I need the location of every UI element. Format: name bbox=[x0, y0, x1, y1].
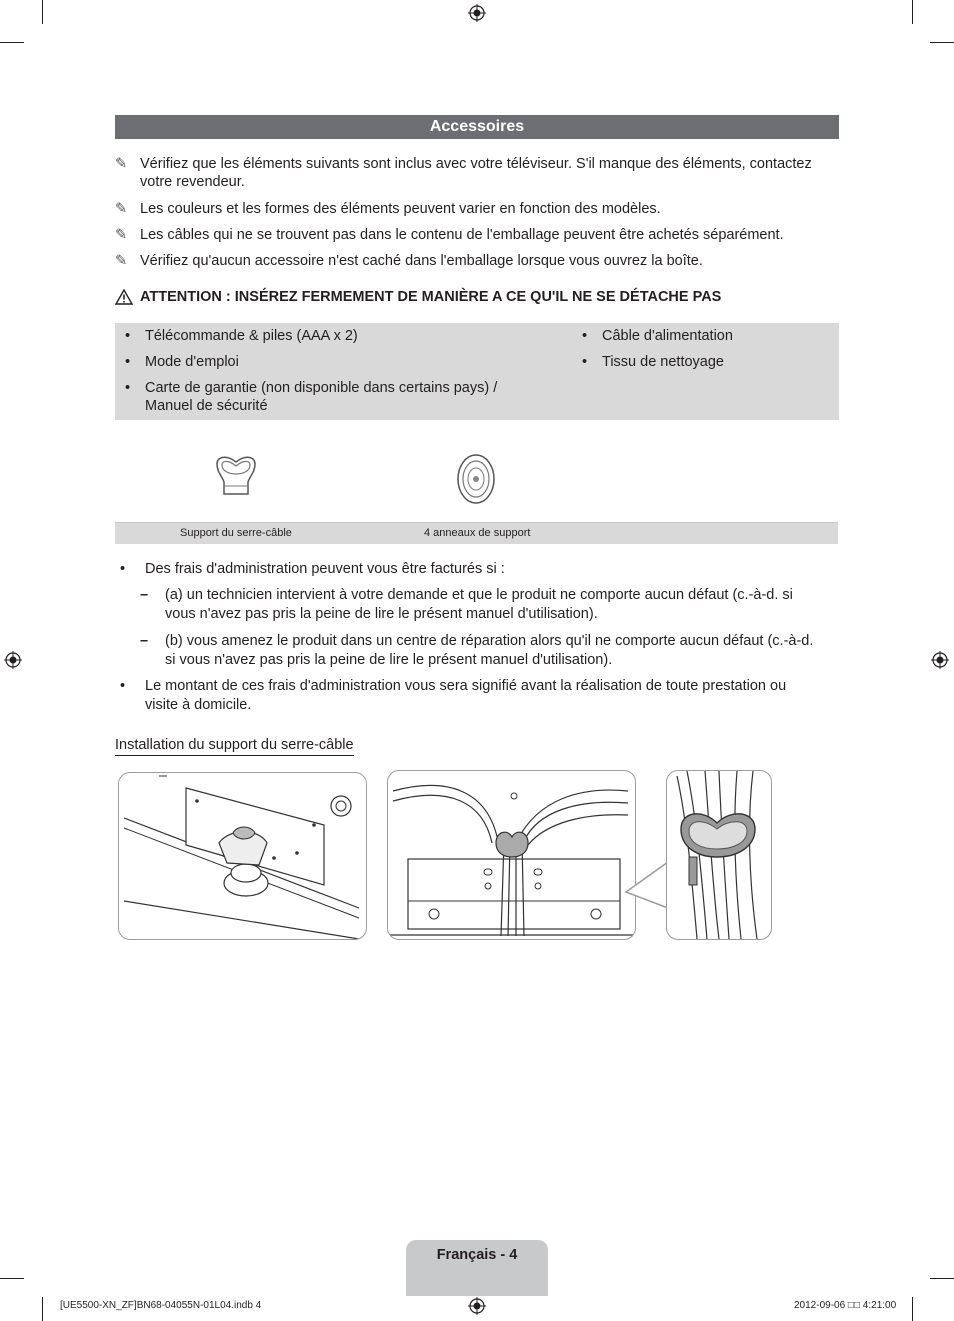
crop-mark bbox=[42, 0, 43, 24]
crop-mark bbox=[42, 1297, 43, 1321]
pencil-note-icon: ✎ bbox=[115, 227, 128, 243]
list-item: • Tissu de nettoyage bbox=[582, 354, 724, 370]
page-label: Français - 4 bbox=[436, 1247, 518, 1263]
list-item: • Mode d'emploi bbox=[125, 354, 239, 370]
pencil-note-icon: ✎ bbox=[115, 201, 128, 217]
accessories-list bbox=[115, 323, 839, 420]
page-number-tab bbox=[406, 1240, 548, 1296]
note-item: ✎ Vérifiez que les éléments suivants sont inclus avec votre téléviseur. S'il manque des éléments, contactez votre revendeur. bbox=[115, 156, 812, 190]
installation-figure-detail bbox=[666, 770, 772, 940]
crop-mark bbox=[930, 42, 954, 43]
fees-case-a: – (a) un technicien intervient à votre demande et que le produit ne comporte aucun défaut (c.-à-d. si vous n'avez pas pris la peine de lire le présent manuel d'utilisation). bbox=[140, 587, 793, 622]
registration-mark-icon bbox=[468, 4, 486, 22]
footer-file-info: [UE5500-XN_ZF]BN68-04055N-01L04.indb 4 bbox=[60, 1300, 262, 1311]
list-item: • Télécommande & piles (AAA x 2) bbox=[125, 328, 358, 344]
registration-mark-icon bbox=[931, 651, 949, 669]
cable-holder-illustration bbox=[212, 452, 260, 500]
footer-timestamp: 2012-09-06 □□ 4:21:00 bbox=[794, 1300, 897, 1311]
attention-warning: ATTENTION : INSÉREZ FERMEMENT DE MANIÈRE A CE QU'IL NE SE DÉTACHE PAS bbox=[115, 288, 835, 306]
crop-mark bbox=[930, 1278, 954, 1279]
pencil-note-icon: ✎ bbox=[115, 156, 128, 172]
list-item: • Câble d'alimentation bbox=[582, 328, 733, 344]
fees-amount: • Le montant de ces frais d'administration vous sera signifié avant la réalisation de toute prestation ou visite à domicile. bbox=[120, 678, 787, 713]
crop-mark bbox=[912, 0, 913, 24]
crop-mark bbox=[0, 42, 24, 43]
fees-intro: • Des frais d'administration peuvent vous être facturés si : bbox=[120, 561, 505, 577]
list-item: • Carte de garantie (non disponible dans certains pays) / Manuel de sécurité bbox=[125, 380, 498, 414]
holder-ring-illustration bbox=[455, 453, 497, 505]
fees-case-b: – (b) vous amenez le produit dans un centre de réparation alors qu'il ne comporte aucun défaut (c.-à-d. si vous n'avez pas pris la peine de lire le présent manuel d'utilisation). bbox=[140, 633, 814, 668]
section-title: Accessoires bbox=[115, 115, 839, 139]
warning-triangle-icon bbox=[115, 289, 133, 305]
installation-subheading: Installation du support du serre-câble bbox=[115, 736, 354, 756]
note-item: ✎ Les couleurs et les formes des éléments peuvent varier en fonction des modèles. bbox=[115, 201, 661, 217]
registration-mark-icon bbox=[4, 651, 22, 669]
installation-figure-rear bbox=[387, 770, 636, 940]
accessories-captions bbox=[115, 522, 838, 544]
caption-cable-holder: Support du serre-câble bbox=[180, 527, 292, 539]
caption-holder-rings: 4 anneaux de support bbox=[424, 527, 531, 539]
crop-mark bbox=[0, 1278, 24, 1279]
registration-mark-icon bbox=[468, 1297, 486, 1315]
pencil-note-icon: ✎ bbox=[115, 253, 128, 269]
tv-stand-illustration bbox=[119, 773, 366, 939]
installation-figure-stand bbox=[118, 772, 367, 940]
zoom-pointer bbox=[624, 860, 670, 910]
cable-holder-detail-illustration bbox=[667, 771, 771, 939]
note-item: ✎ Les câbles qui ne se trouvent pas dans le contenu de l'emballage peuvent être achetés séparément. bbox=[115, 227, 784, 243]
note-item: ✎ Vérifiez qu'aucun accessoire n'est caché dans l'emballage lorsque vous ouvrez la boîte. bbox=[115, 253, 703, 269]
tv-rear-cables-illustration bbox=[388, 771, 635, 939]
crop-mark bbox=[912, 1297, 913, 1321]
